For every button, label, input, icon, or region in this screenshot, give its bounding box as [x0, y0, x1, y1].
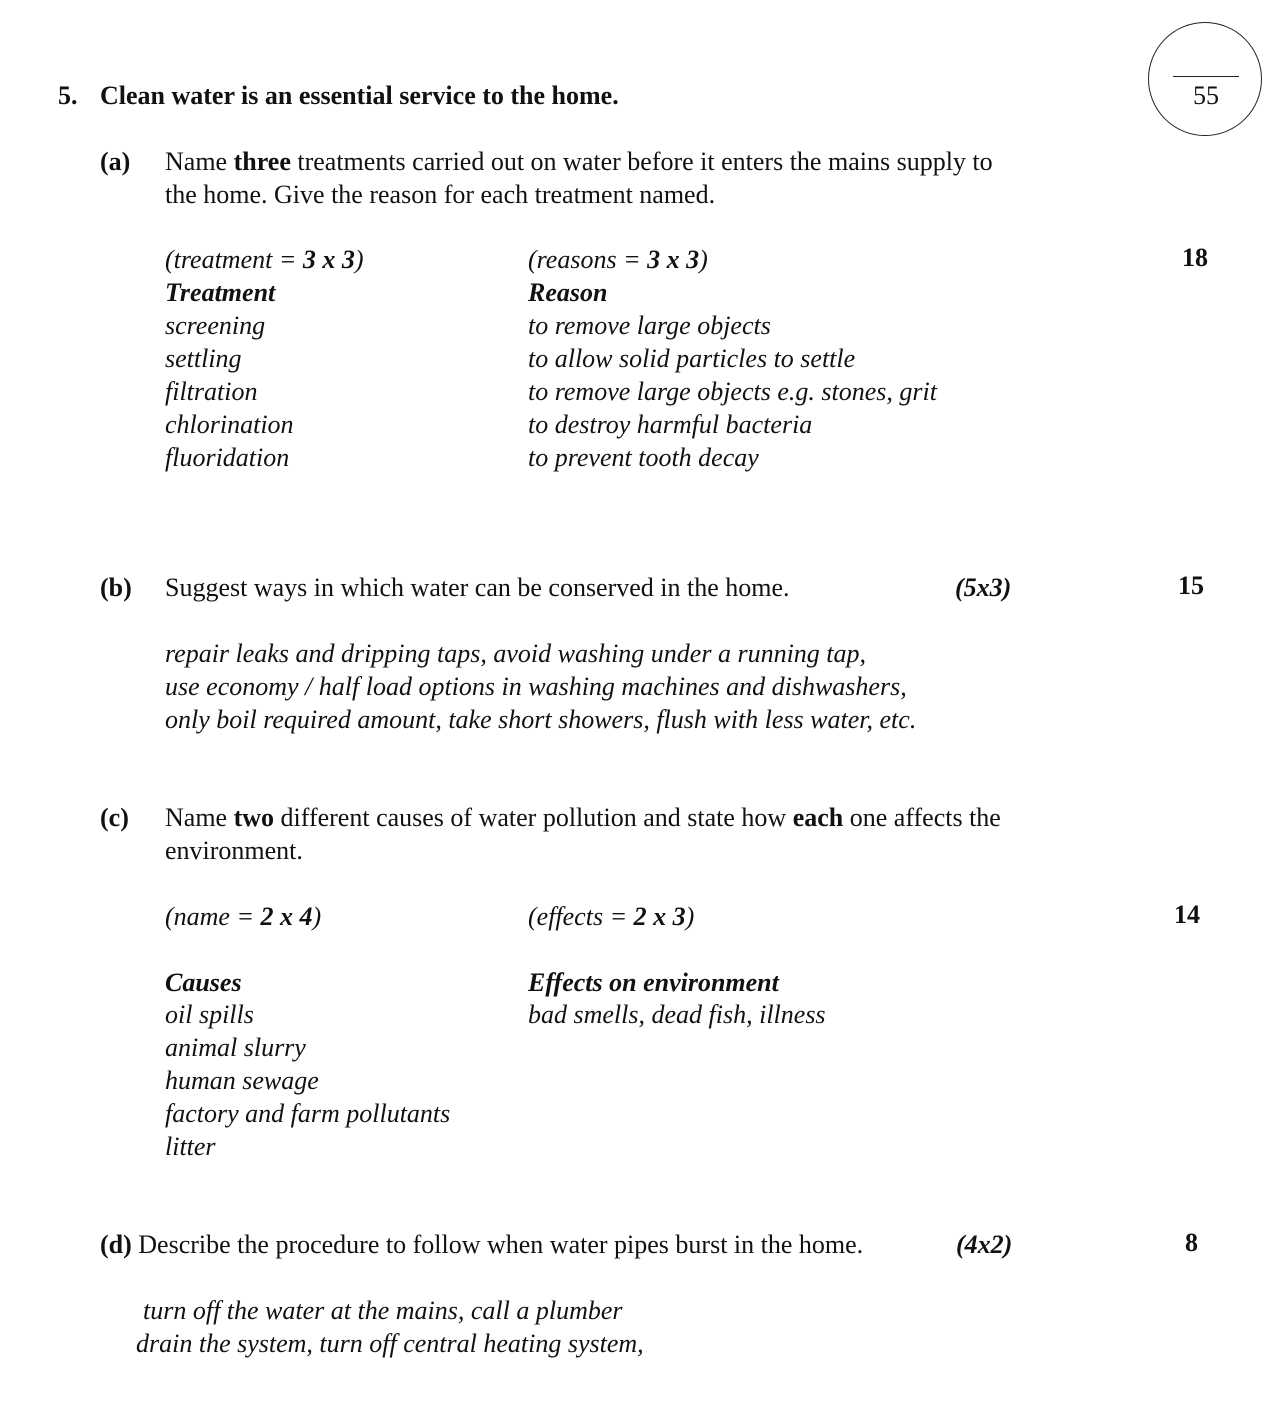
- list-item: bad smells, dead fish, illness: [528, 1000, 826, 1029]
- part-c-col2-header: Effects on environment: [528, 968, 779, 997]
- list-item: screening: [165, 311, 266, 340]
- part-d-answer-line2: drain the system, turn off central heating system,: [136, 1329, 644, 1358]
- list-item: fluoridation: [165, 443, 290, 472]
- list-item: factory and farm pollutants: [165, 1099, 451, 1128]
- part-a-question-line1: Name three treatments carried out on water before it enters the mains supply to: [165, 147, 993, 176]
- list-item: to destroy harmful bacteria: [528, 410, 813, 439]
- part-a-treatments-list: [165, 309, 294, 474]
- list-item: settling: [165, 344, 242, 373]
- list-item: animal slurry: [165, 1033, 306, 1062]
- question-title: Clean water is an essential service to the home.: [100, 81, 619, 110]
- part-b-marks: 15: [1178, 571, 1204, 600]
- part-a-label: (a): [100, 147, 131, 176]
- part-d-label: (d): [100, 1230, 132, 1259]
- part-c-causes-list: [165, 998, 450, 1163]
- question-number: 5.: [58, 81, 78, 110]
- part-c-alloc-effects: (effects = 2 x 3): [528, 902, 695, 931]
- list-item: litter: [165, 1132, 216, 1161]
- total-marks-circle: [1148, 22, 1262, 136]
- list-item: oil spills: [165, 1000, 254, 1029]
- list-item: chlorination: [165, 410, 294, 439]
- part-b-label: (b): [100, 573, 132, 602]
- list-item: filtration: [165, 377, 258, 406]
- part-a-reasons-list: [528, 309, 937, 474]
- part-b-answer: [165, 637, 916, 736]
- part-c-question-line2: environment.: [165, 836, 303, 865]
- part-d-question-row: [100, 1228, 863, 1261]
- part-a-marks: 18: [1182, 243, 1208, 272]
- answer-line: repair leaks and dripping taps, avoid washing under a running tap,: [165, 639, 867, 668]
- part-c-alloc-name: (name = 2 x 4): [165, 902, 322, 931]
- part-c-question-line1: Name two different causes of water pollution and state how each one affects the: [165, 803, 1001, 832]
- part-a-question-line2: the home. Give the reason for each treatment named.: [165, 180, 716, 209]
- part-a-col1-header: Treatment: [165, 278, 276, 307]
- list-item: to prevent tooth decay: [528, 443, 759, 472]
- part-c-col1-header: Causes: [165, 968, 242, 997]
- answer-line: only boil required amount, take short showers, flush with less water, etc.: [165, 705, 917, 734]
- part-b-alloc: (5x3): [955, 573, 1012, 602]
- answer-line: use economy / half load options in washing machines and dishwashers,: [165, 672, 907, 701]
- part-a-alloc-treatment: (treatment = 3 x 3): [165, 245, 364, 274]
- total-marks: 55: [1193, 81, 1219, 110]
- part-c-marks: 14: [1174, 900, 1200, 929]
- part-a-col2-header: Reason: [528, 278, 608, 307]
- part-b-question: Suggest ways in which water can be conserved in the home.: [165, 573, 790, 602]
- part-d-answer-line1: turn off the water at the mains, call a plumber: [143, 1296, 623, 1325]
- list-item: human sewage: [165, 1066, 319, 1095]
- list-item: to allow solid particles to settle: [528, 344, 856, 373]
- part-d-marks: 8: [1185, 1228, 1198, 1257]
- part-d-alloc: (4x2): [956, 1230, 1013, 1259]
- list-item: to remove large objects e.g. stones, grit: [528, 377, 937, 406]
- part-c-effects-list: [528, 998, 826, 1031]
- part-c-label: (c): [100, 803, 129, 832]
- part-d-question: Describe the procedure to follow when water pipes burst in the home.: [131, 1230, 864, 1259]
- part-a-alloc-reasons: (reasons = 3 x 3): [528, 245, 708, 274]
- list-item: to remove large objects: [528, 311, 771, 340]
- score-blank-line: [1173, 76, 1239, 77]
